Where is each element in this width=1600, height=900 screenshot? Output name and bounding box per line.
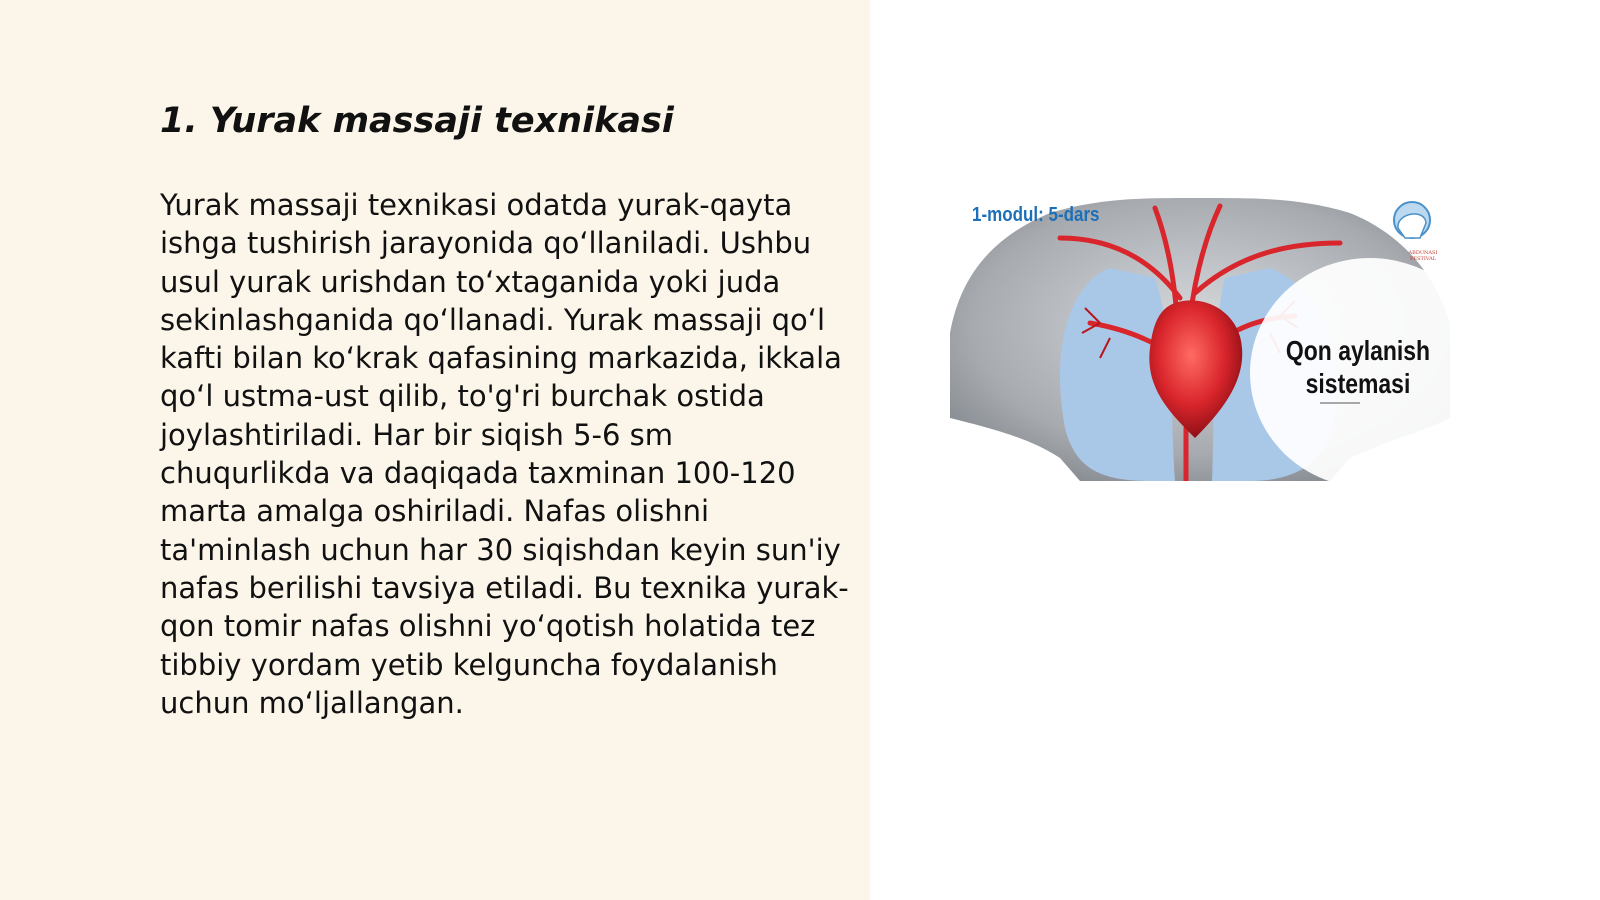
module-label: 1-modul: 5-dars: [972, 204, 1100, 226]
brain-logo-icon: [1394, 202, 1430, 238]
slide-heading: 1. Yurak massaji texnikasi: [160, 101, 674, 141]
slide-paragraph: Yurak massaji texnikasi odatda yurak-qayta ishga tushirish jarayonida qo‘llaniladi. Ushbu usul yurak urishdan to‘xtaganida yoki juda sekinlashganida qo‘llanadi. Yurak massaji qo‘l kafti bilan ko‘krak qafasining markazida, ikkala qo‘l ustma-ust qilib, to'g'ri burchak ostida joylashtiriladi. Har bir siqish 5-6 sm chuqurlikda va daqiqada taxminan 100-120 marta amalga oshiriladi. Nafas olishni ta'minlash uchun har 30 siqishdan keyin sun'iy nafas berilishi tavsiya etiladi. Bu texnika yurak-qon tomir nafas olishni yo‘qotish holatida tez tibbiy yordam yetib kelguncha foydalanish uchun mo‘ljallangan.: [160, 188, 849, 720]
figure-title: Qon aylanish sistemasi: [1285, 335, 1431, 399]
circulatory-system-illustration: [950, 198, 1450, 481]
logo-text: ABDUNASI FESTIVAL: [1408, 250, 1438, 262]
